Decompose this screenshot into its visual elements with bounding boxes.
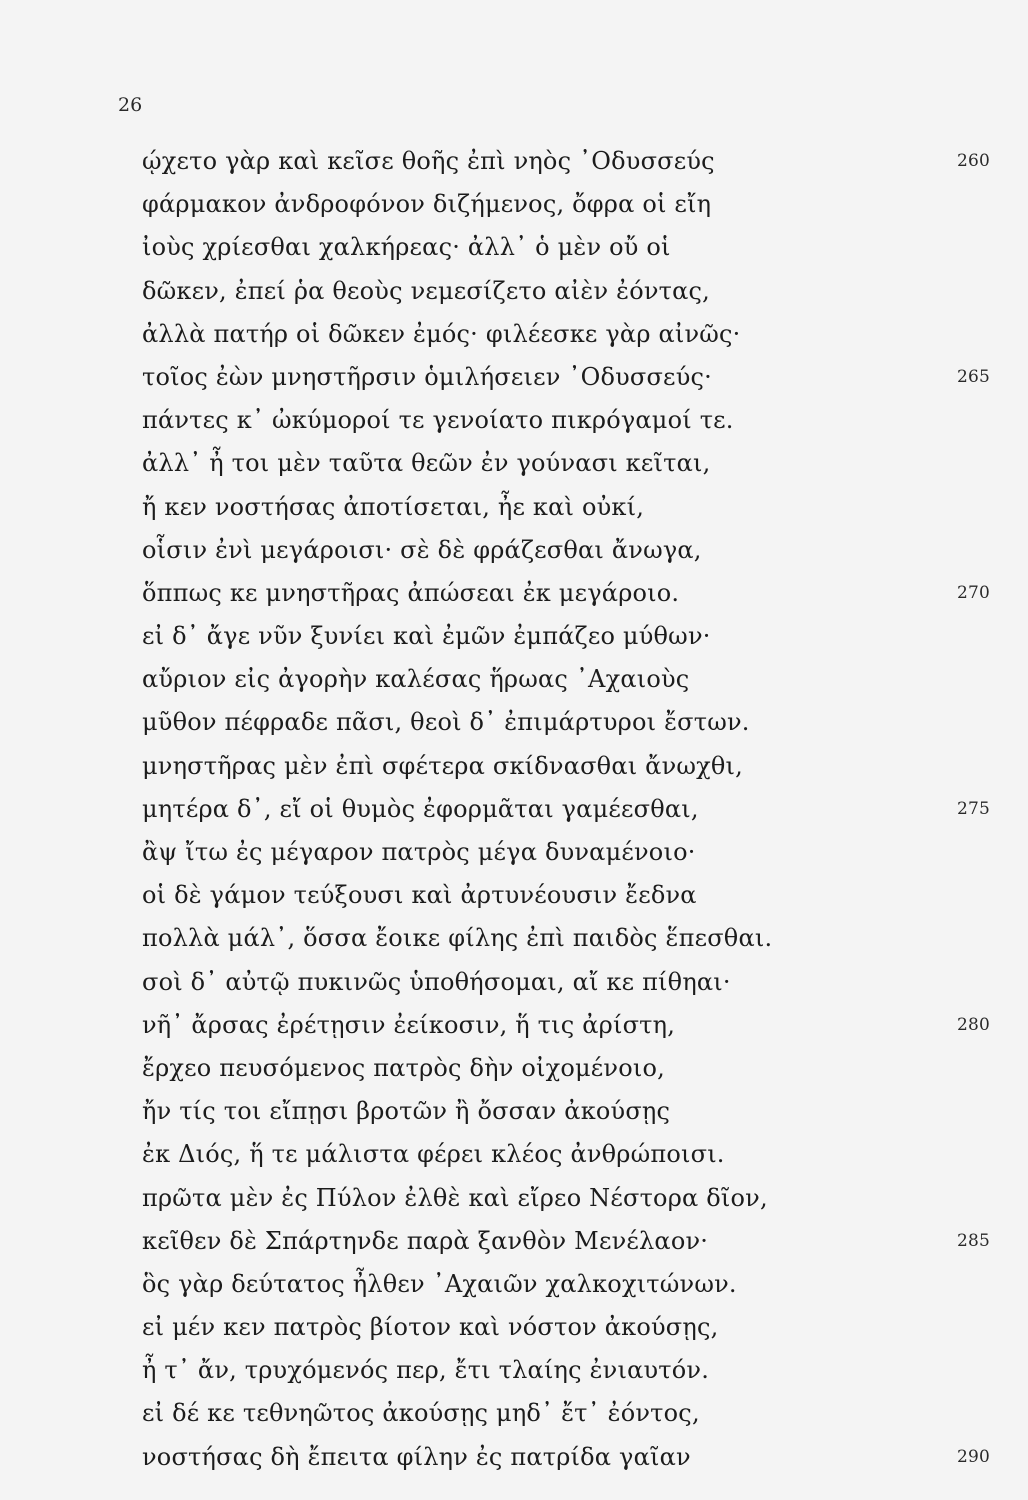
verse-text: οἷσιν ἐνὶ μεγάροισι· σὲ δὲ φράζεσθαι ἄνωγα, xyxy=(142,535,702,564)
verse-line xyxy=(142,1004,1012,1047)
verse-line xyxy=(142,313,1012,356)
verse-line xyxy=(142,486,1012,529)
verse-line xyxy=(142,1090,1012,1133)
verse-text: ῴχετο γὰρ καὶ κεῖσε θοῆς ἐπὶ νηὸς ᾿Οδυσσεύς xyxy=(142,147,715,175)
verse-line xyxy=(142,788,1012,831)
verse-line xyxy=(142,399,1012,442)
verse-text: κεῖθεν δὲ Σπάρτηνδε παρὰ ξανθὸν Μενέλαον· xyxy=(142,1226,709,1255)
line-number: 260 xyxy=(957,151,991,171)
verse-text: εἰ δέ κε τεθνηῶτος ἀκούσῃς μηδ᾿ ἔτ᾿ ἐόντος, xyxy=(142,1399,700,1428)
verse-text: πρῶτα μὲν ἐς Πύλον ἐλθὲ καὶ εἴρεο Νέστορα δῖον, xyxy=(142,1183,768,1212)
verse-line xyxy=(142,1392,1012,1435)
verse-text: νοστήσας δὴ ἔπειτα φίλην ἐς πατρίδα γαῖαν xyxy=(142,1442,691,1471)
verse-text: ἀλλὰ πατήρ οἱ δῶκεν ἐμός· φιλέεσκε γὰρ αἰνῶς· xyxy=(142,319,741,348)
verse-text: πάντες κ᾿ ὠκύμοροί τε γενοίατο πικρόγαμοί τε. xyxy=(142,406,734,435)
verse-line xyxy=(142,658,1012,701)
verse-text: σοὶ δ᾿ αὐτῷ πυκινῶς ὑποθήσομαι, αἴ κε πίθηαι· xyxy=(142,967,731,996)
verse-text: εἰ δ᾿ ἄγε νῦν ξυνίει καὶ ἐμῶν ἐμπάζεο μύθων· xyxy=(142,622,711,651)
verse-text: ὅππως κε μνηστῆρας ἀπώσεαι ἐκ μεγάροιο. xyxy=(142,578,680,607)
verse-line xyxy=(142,1177,1012,1220)
verse-line xyxy=(142,442,1012,485)
verse-line xyxy=(142,270,1012,313)
verse-line xyxy=(142,356,1012,399)
line-number: 265 xyxy=(957,366,991,387)
line-number: 275 xyxy=(957,798,991,819)
verse-line xyxy=(142,183,1012,226)
verse-text: ὃς γὰρ δεύτατος ἦλθεν ᾿Αχαιῶν χαλκοχιτώνων. xyxy=(142,1269,737,1298)
verse-text: ἰοὺς χρίεσθαι χαλκήρεας· ἀλλ᾿ ὁ μὲν οὔ οἱ xyxy=(142,233,671,262)
verse-text: ἀλλ᾿ ἦ τοι μὲν ταῦτα θεῶν ἐν γούνασι κεῖται, xyxy=(142,449,711,478)
verse-line xyxy=(142,701,1012,744)
verse-text: ἤν τίς τοι εἴπῃσι βροτῶν ἢ ὄσσαν ἀκούσῃς xyxy=(142,1097,671,1126)
verse-line xyxy=(142,1306,1012,1349)
verse-block xyxy=(142,140,1012,1479)
verse-text: δῶκεν, ἐπεί ῥα θεοὺς νεμεσίζετο αἰὲν ἐόντας, xyxy=(142,276,710,305)
verse-text: μῦθον πέφραδε πᾶσι, θεοὶ δ᾿ ἐπιμάρτυροι ἔστων. xyxy=(142,708,750,737)
verse-text: φάρμακον ἀνδροφόνον διζήμενος, ὄφρα οἱ εἴη xyxy=(142,190,712,219)
verse-line xyxy=(142,529,1012,572)
verse-line xyxy=(142,1133,1012,1176)
verse-line xyxy=(142,874,1012,917)
verse-text: οἱ δὲ γάμον τεύξουσι καὶ ἀρτυνέουσιν ἔεδνα xyxy=(142,881,697,910)
verse-text: πολλὰ μάλ᾿, ὅσσα ἔοικε φίλης ἐπὶ παιδὸς ἕπεσθαι. xyxy=(142,924,773,953)
verse-line xyxy=(142,1263,1012,1306)
verse-text: μητέρα δ᾿, εἴ οἱ θυμὸς ἐφορμᾶται γαμέεσθαι, xyxy=(142,794,699,823)
verse-line xyxy=(142,831,1012,874)
verse-line xyxy=(142,961,1012,1004)
verse-text: ἦ τ᾿ ἄν, τρυχόμενός περ, ἔτι τλαίης ἐνιαυτόν. xyxy=(142,1356,710,1385)
line-number: 270 xyxy=(957,582,991,603)
verse-text: αὔριον εἰς ἀγορὴν καλέσας ἥρωας ᾿Αχαιοὺς xyxy=(142,665,690,694)
verse-line xyxy=(142,917,1012,960)
verse-text: ἤ κεν νοστήσας ἀποτίσεται, ἦε καὶ οὐκί, xyxy=(142,492,645,521)
verse-text: ἔρχεο πευσόμενος πατρὸς δὴν οἰχομένοιο, xyxy=(142,1053,665,1082)
verse-line xyxy=(142,1220,1012,1263)
page-number: 26 xyxy=(118,94,143,116)
line-number: 290 xyxy=(957,1446,991,1467)
verse-text: εἰ μέν κεν πατρὸς βίοτον καὶ νόστον ἀκούσῃς, xyxy=(142,1313,719,1342)
line-number: 280 xyxy=(957,1014,991,1035)
verse-line xyxy=(142,140,1012,183)
line-number: 285 xyxy=(957,1230,991,1251)
verse-text: τοῖος ἐὼν μνηστῆρσιν ὁμιλήσειεν ᾿Οδυσσεύς· xyxy=(142,362,712,391)
verse-line xyxy=(142,226,1012,269)
verse-text: νῆ᾿ ἄρσας ἐρέτῃσιν ἐείκοσιν, ἥ τις ἀρίστη, xyxy=(142,1010,676,1039)
verse-line xyxy=(142,1047,1012,1090)
verse-text: ἐκ Διός, ἥ τε μάλιστα φέρει κλέος ἀνθρώποισι. xyxy=(142,1140,725,1169)
verse-text: μνηστῆρας μὲν ἐπὶ σφέτερα σκίδνασθαι ἄνωχθι, xyxy=(142,751,743,780)
verse-line xyxy=(142,1349,1012,1392)
verse-line xyxy=(142,572,1012,615)
verse-text: ἂψ ἴτω ἐς μέγαρον πατρὸς μέγα δυναμένοιο· xyxy=(142,838,696,866)
verse-line xyxy=(142,745,1012,788)
verse-line xyxy=(142,1436,1012,1479)
verse-line xyxy=(142,615,1012,658)
